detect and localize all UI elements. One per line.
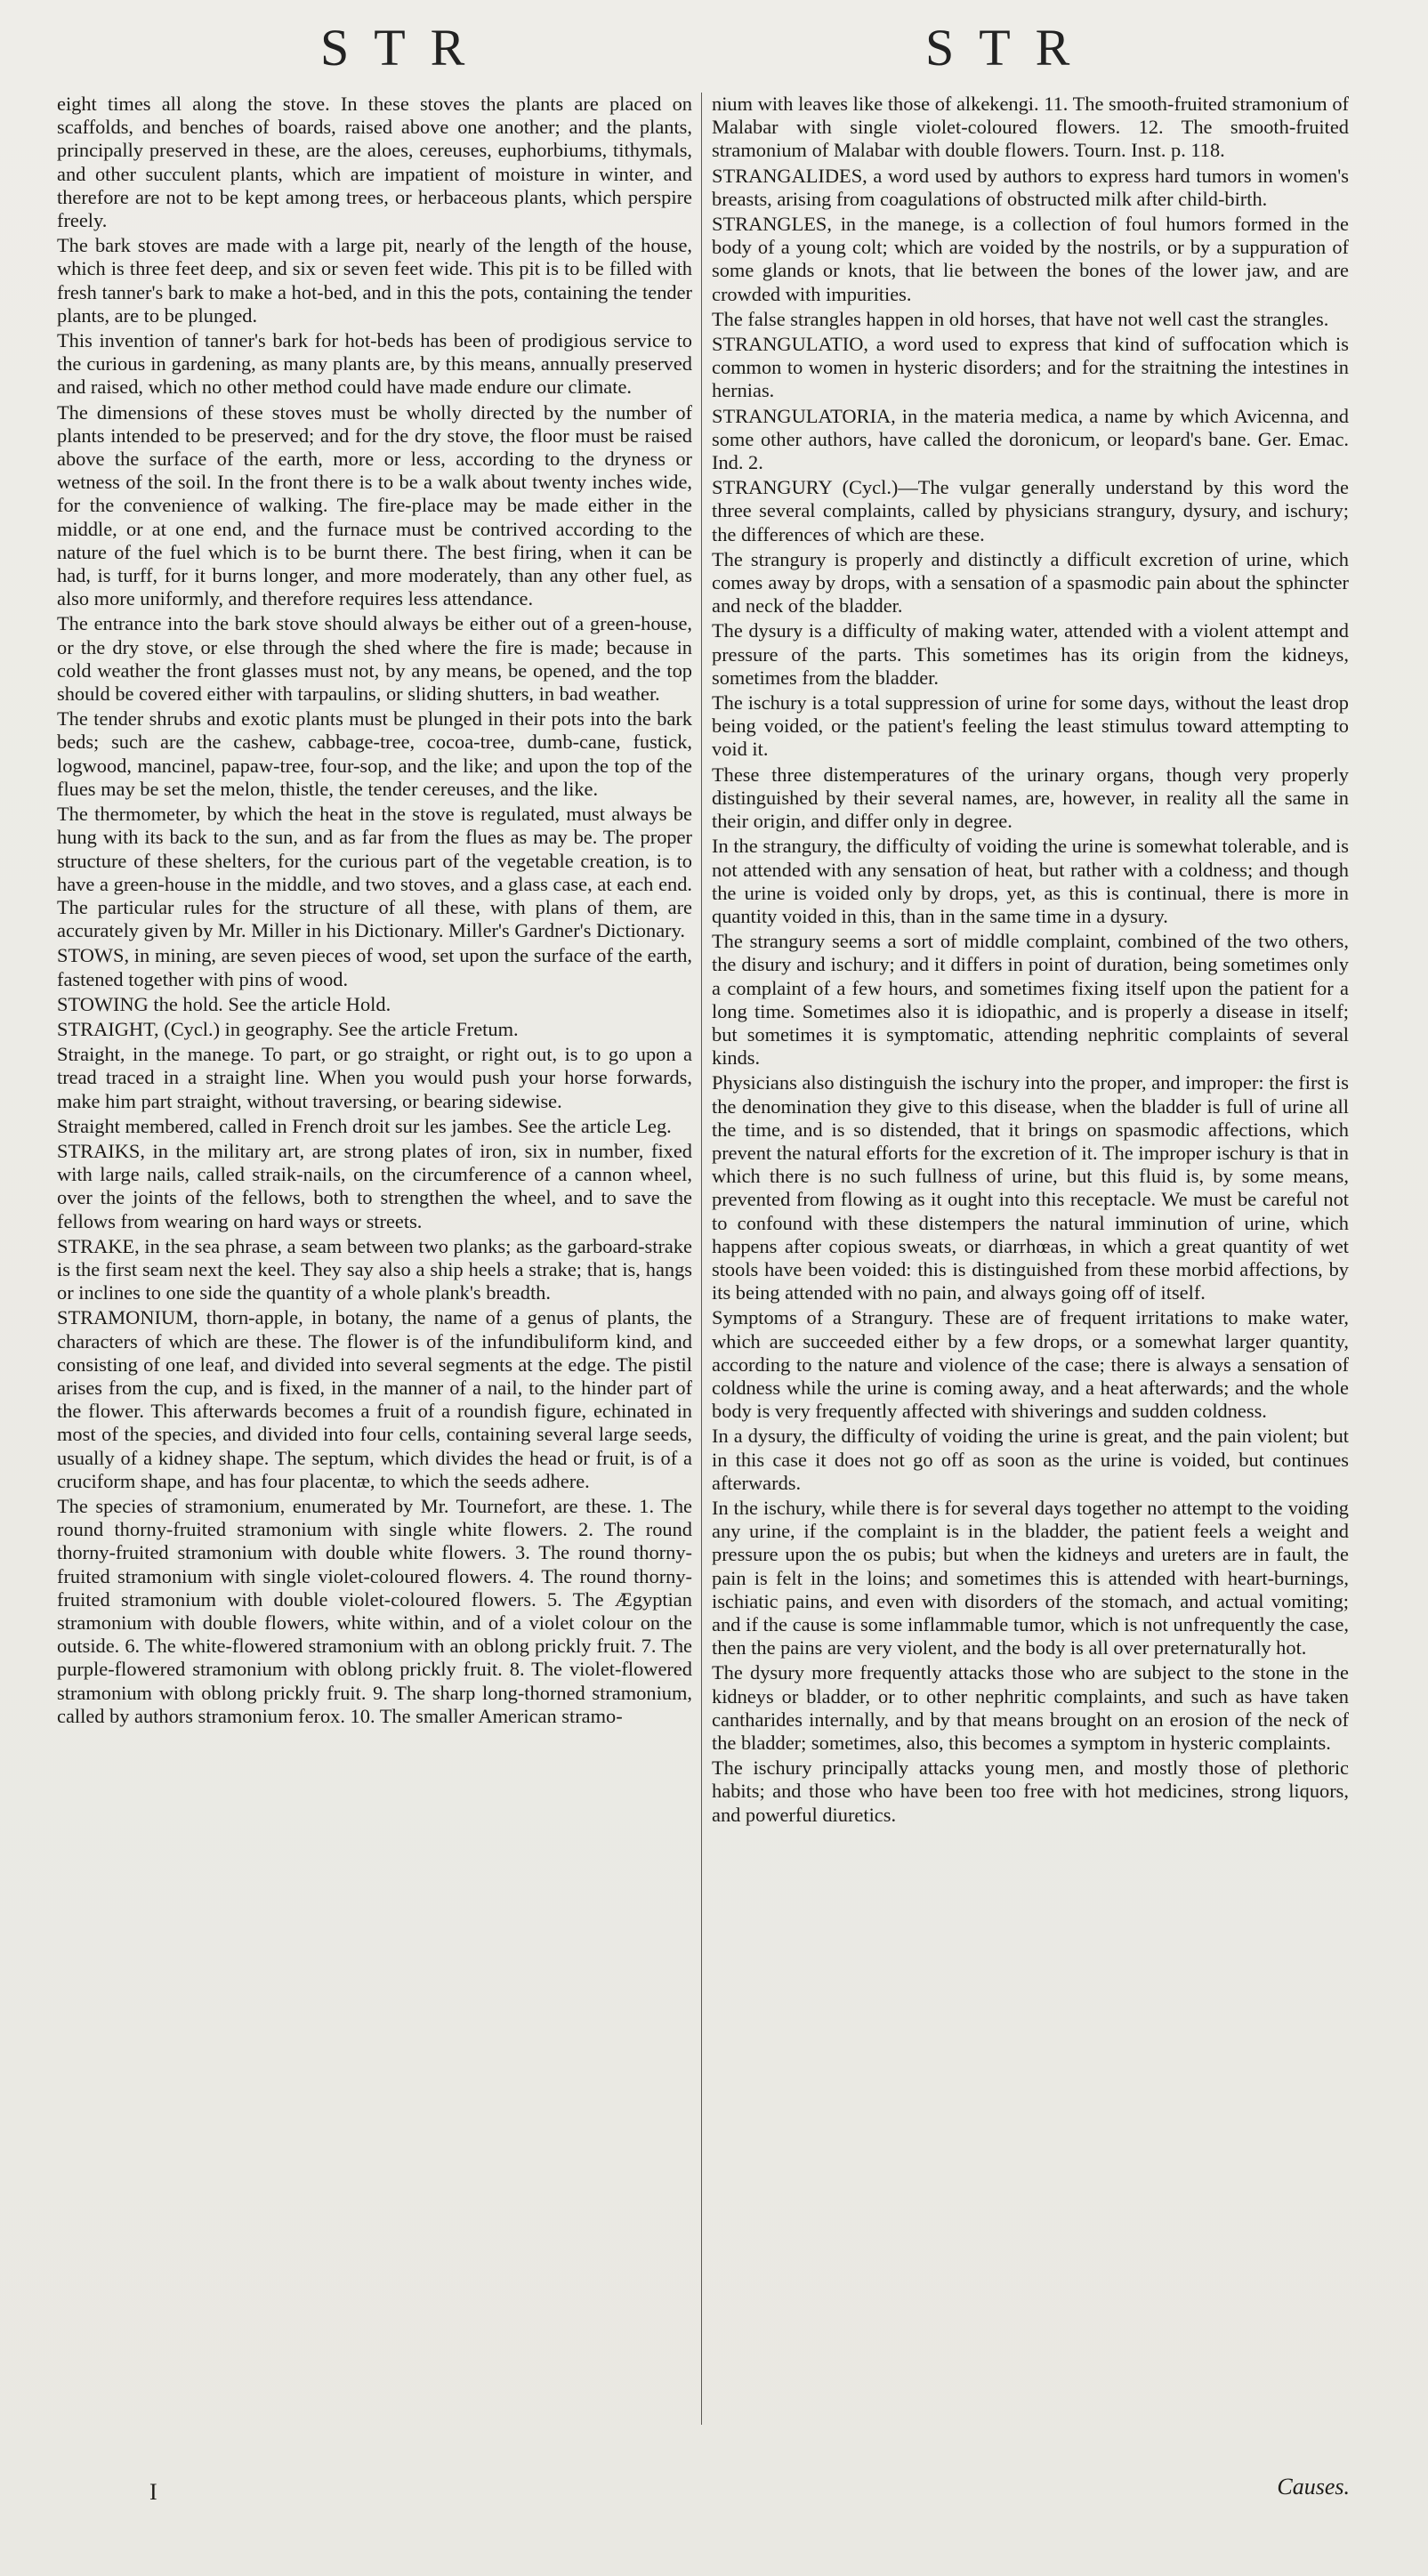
paragraph: The dimensions of these stoves must be wholly directed by the number of plants intended to be preserved; and for the dry stove, the floor must be raised above the surface of the earth, more or less, according to the dryness or wetness of the soil. In the front there is to be a walk about twenty inches wide, for the convenience of walking. The fire-place may be made either in the middle, or at one end, and the furnace must be contrived according to the nature of the fuel which is to be burnt there. The best firing, when it can be had, is turff, for it burns longer, and more moderately, than any other fuel, as also more uniformly, and therefore requires less attendance. bbox=[57, 400, 692, 610]
paragraph: In the strangury, the difficulty of voiding the urine is somewhat tolerable, and is not attended with any sensation of heat, but rather with a coldness; and though the urine is voided only by drops, yet, as this is continual, there is more in quantity voided in this, than in the same time in a dysury. bbox=[712, 835, 1349, 927]
paragraph: STOWING the hold. See the article Hold. bbox=[57, 992, 391, 1015]
paragraph: STRANGULATIO, a word used to express that kind of suffocation which is common to women in hysteric disorders; and for the straitning the intestines in hernias. bbox=[712, 333, 1349, 402]
paragraph: STRANGALIDES, a word used by authors to express hard tumors in women's breasts, arising from coagulations of obstructed milk after child-birth. bbox=[712, 164, 1349, 210]
paragraph: The tender shrubs and exotic plants must be plunged in their pots into the bark beds; such are the cashew, cabbage-tree, cocoa-tree, dumb-cane, fustick, logwood, mancinel, papaw-tree, four-sop, and the like; and upon the top of the flues may be set the melon, thistle, the tender cereuses, and the like. bbox=[57, 707, 692, 800]
column-divider bbox=[701, 93, 702, 2425]
paragraph: This invention of tanner's bark for hot-beds has been of prodigious service to the curious in gardening, as many plants are, by this means, annually preserved and raised, which no other method could have made endure our climate. bbox=[57, 329, 692, 399]
left-column bbox=[57, 93, 692, 2425]
catchword: Causes. bbox=[1277, 2474, 1350, 2499]
paragraph: The entrance into the bark stove should always be either out of a green-house, or the dry stove, or else through the shed where the fire is made; because in cold weather the front glasses must not, by any means, be opened, and the top should be covered either with tarpaulins, or sliding shutters, in bad weather. bbox=[57, 612, 692, 706]
paragraph: eight times all along the stove. In these stoves the plants are placed on scaffolds, and benches of boards, raised above one another; and the plants, principally preserved in these, are the aloes, cereuses, euphorbiums, tithymals, and other succulent plants, which are impatient of moisture in winter, and therefore are not to be kept among trees, or herbaceous plants, which perspire freely. bbox=[57, 93, 692, 232]
paragraph: These three distemperatures of the urinary organs, though very properly distinguished by their several names, are, however, in reality all the same in their origin, and differ only in degree. bbox=[712, 763, 1349, 833]
paragraph: The ischury is a total suppression of urine for some days, without the least drop being voided, or the patient's feeling the least stimulus toward attempting to void it. bbox=[712, 691, 1349, 761]
paragraph: STRAIGHT, (Cycl.) in geography. See the article Fretum. bbox=[57, 1017, 519, 1040]
paragraph: Physicians also distinguish the ischury into the proper, and improper: the first is the denomination they give to this disease, when the bladder is full of urine all the time, and is so distended, that it brings on spasmodic affections, which prevent the natural efforts for the excretion of it. The improper ischury is that in which there is no such fullness of urine, but this fluid is, by some means, prevented from flowing as it ought into this receptacle. We must be careful not to confound with these distempers the natural imminution of urine, which happens after copious sweats, or diarrhœas, in which a great quantity of wet stools have been voided: this is distinguished from these morbid affections, by its being attended with no pain, and always going off of itself. bbox=[712, 1071, 1349, 1304]
paragraph: The ischury principally attacks young men, and mostly those of plethoric habits; and those who have been too free with hot medicines, strong liquors, and powerful diuretics. bbox=[712, 1756, 1349, 1826]
paragraph: The thermometer, by which the heat in the stove is regulated, must always be hung with its back to the sun, and as far from the flues as may be. The proper structure of these shelters, for the curious part of the vegetable creation, is to have a green-house in the middle, and two stoves, and a glass case, at each end. The particular rules for the structure of all these, with plans of them, are accurately given by Mr. Miller in his Dictionary. Miller's Gardner's Dictionary. bbox=[57, 803, 692, 942]
paragraph: STRANGLES, in the manege, is a collection of foul humors formed in the body of a young colt; which are voided by the nostrils, or by a suppuration of some glands or knots, that lie between the bones of the lower jaw, and are crowded with impurities. bbox=[712, 213, 1349, 305]
paragraph: STRAKE, in the sea phrase, a seam between two planks; as the garboard-strake is the first seam next the keel. They say also a ship heels a strake; that is, hangs or inclines to one side the quantity of a whole plank's breadth. bbox=[57, 1234, 692, 1304]
paragraph: Straight membered, called in French droit sur les jambes. See the article Leg. bbox=[57, 1114, 672, 1137]
paragraph: The strangury seems a sort of middle complaint, combined of the two others, the disury and ischury; and it differs in point of duration, being sometimes only a complaint of a few hours, and sometimes fixing itself upon the patient for a long time. Sometimes also it is idiopathic, and is properly a disease in itself; but sometimes it is symptomatic, attending nephritic complaints of several kinds. bbox=[712, 930, 1349, 1070]
paragraph: Straight, in the manege. To part, or go straight, or right out, is to go upon a tread traced in a straight line. When you would push your horse forwards, make him part straight, without traversing, or bearing sidewise. bbox=[57, 1043, 692, 1112]
paragraph: STRAIKS, in the military art, are strong plates of iron, six in number, fixed with large nails, called straik-nails, on the circumference of a cannon wheel, over the joints of the fellows, both to strengthen the wheel, and to save the fellows from wearing on hard ways or streets. bbox=[57, 1139, 692, 1232]
paragraph: STOWS, in mining, are seven pieces of wood, set upon the surface of the earth, fastened together with pins of wood. bbox=[57, 944, 692, 990]
paragraph: The false strangles happen in old horses, that have not well cast the strangles. bbox=[712, 307, 1329, 330]
paragraph: STRAMONIUM, thorn-apple, in botany, the name of a genus of plants, the characters of which are these. The flower is of the infundibuliform kind, and consisting of one leaf, and divided into several segments at the edge. The pistil arises from the cup, and is fixed, in the manner of a nail, to the hinder part of the flower. This afterwards becomes a fruit of a roundish figure, echinated in most of the species, and divided into four cells, containing several large seeds, usually of a kidney shape. The septum, which divides the head or fruit, is of a cruciform shape, and has four placentæ, to which the seeds adhere. bbox=[57, 1306, 692, 1492]
running-head-right: STR bbox=[925, 19, 1095, 77]
paragraph: The bark stoves are made with a large pit, nearly of the length of the house, which is three feet deep, and six or seven feet wide. This pit is to be filled with fresh tanner's bark to make a hot-bed, and in this the pots, containing the tender plants, are to be plunged. bbox=[57, 234, 692, 327]
paragraph: In a dysury, the difficulty of voiding the urine is great, and the pain violent; but in this case it does not go off as soon as the urine is voided, but continues afterwards. bbox=[712, 1425, 1349, 1494]
paragraph: The species of stramonium, enumerated by Mr. Tournefort, are these. 1. The round thorny-fruited stramonium with single white flowers. 2. The round thorny-fruited stramonium with double white flowers. 3. The round thorny-fruited stramonium with single violet-coloured flowers. 4. The round thorny-fruited stramonium with double violet-coloured flowers. 5. The Ægyptian stramonium with double flowers, white within, and of a violet colour on the outside. 6. The white-flowered stramonium with an oblong prickly fruit. 7. The purple-flowered stramonium with oblong prickly fruit. 8. The violet-flowered stramonium with oblong prickly fruit. 9. The sharp long-thorned stramonium, called by authors stramonium ferox. 10. The smaller American stramo- bbox=[57, 1494, 692, 1727]
running-head-left: STR bbox=[320, 19, 490, 77]
paragraph: Symptoms of a Strangury. These are of frequent irritations to make water, which are succeeded either by a few drops, or a somewhat larger quantity, according to the nature and violence of the case; there is always a sensation of coldness while the urine is coming away, and a heat afterwards; and the whole body is very frequently affected with shiverings and sudden coldness. bbox=[712, 1306, 1349, 1423]
right-column bbox=[712, 93, 1349, 2425]
paragraph: STRANGURY (Cycl.)—The vulgar generally understand by this word the three several complaints, called by physicians strangury, dysury, and ischury; the differences of which are these. bbox=[712, 476, 1349, 545]
paragraph: STRANGULATORIA, in the materia medica, a name by which Avicenna, and some other authors, have called the doronicum, or leopard's bane. Ger. Emac. Ind. 2. bbox=[712, 404, 1349, 474]
paragraph: The strangury is properly and distinctly a difficult excretion of urine, which comes away by drops, with a sensation of a spasmodic pain about the sphincter and neck of the bladder. bbox=[712, 547, 1349, 618]
paragraph: The dysury more frequently attacks those who are subject to the stone in the kidneys or bladder, or to other nephritic complaints, and such as have taken cantharides internally, and by that means brought on an erosion of the neck of the bladder; sometimes, also, this becomes a symptom in hysteric complaints. bbox=[712, 1661, 1349, 1755]
paragraph: In the ischury, while there is for several days together no attempt to the voiding any urine, if the complaint is in the bladder, the patient feels a weight and pressure upon the os pubis; but when the kidneys and ureters are in fault, the pain is felt in the loins; and sometimes this is attended with heart-burnings, ischiatic pains, and even with disorders of the stomach, and actual vomiting; and if the cause is some inflammable tumor, which is not unfrequently the case, then the pains are very violent, and the body is all over preternaturally hot. bbox=[712, 1496, 1349, 1659]
paragraph: nium with leaves like those of alkekengi. 11. The smooth-fruited stramonium of Malabar with single violet-coloured flowers. 12. The smooth-fruited stramonium of Malabar with double flowers. Tourn. Inst. p. 118. bbox=[712, 93, 1349, 162]
paragraph: The dysury is a difficulty of making water, attended with a violent attempt and pressure of the parts. This sometimes has its origin from the kidneys, sometimes from the bladder. bbox=[712, 619, 1349, 689]
signature-mark: I bbox=[149, 2479, 157, 2505]
